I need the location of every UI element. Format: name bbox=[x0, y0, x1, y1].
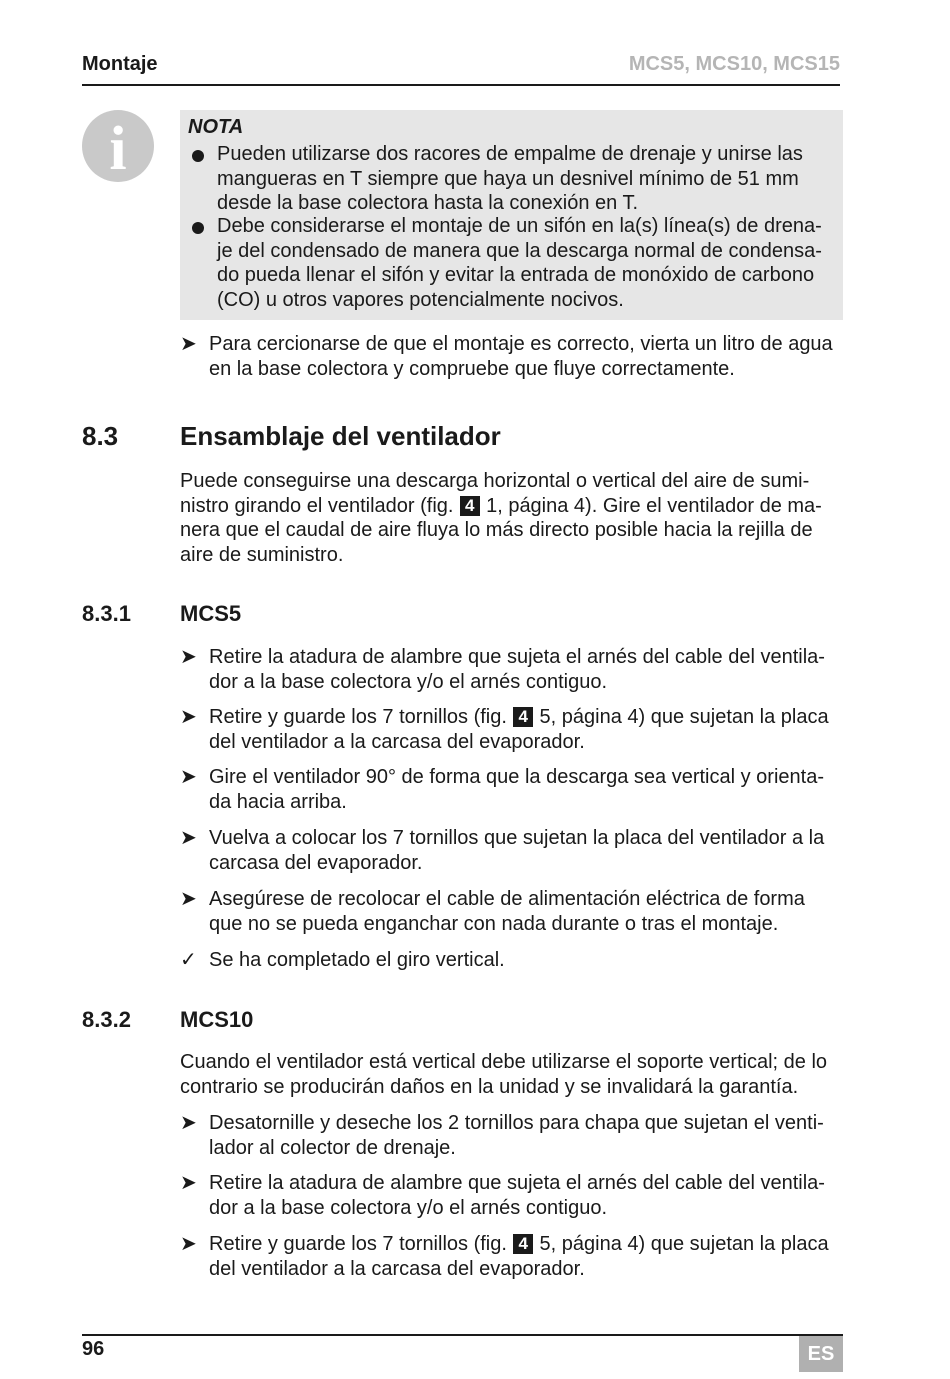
header-divider bbox=[82, 84, 840, 86]
step-line bbox=[209, 1232, 843, 1257]
info-icon: i bbox=[82, 110, 154, 182]
paragraph-text: 1, página 4). Gire el ventilador de ma- bbox=[486, 494, 822, 517]
step-line: en la base colectora y compruebe que fluye correctamente. bbox=[209, 357, 735, 380]
step-text: 5, página 4) que sujetan la placa bbox=[539, 1233, 829, 1255]
arrow-icon: ➤ bbox=[180, 766, 197, 788]
paragraph-line: Puede conseguirse una descarga horizontal o vertical del aire de sumi- bbox=[180, 470, 810, 492]
section-title: Ensamblaje del ventilador bbox=[180, 421, 501, 451]
section-number: 8.3 bbox=[82, 421, 119, 451]
arrow-icon: ➤ bbox=[180, 333, 197, 355]
subsection-title: MCS5 bbox=[180, 601, 242, 626]
section-paragraph bbox=[180, 469, 843, 567]
bullet-icon bbox=[192, 222, 204, 234]
step-line: Gire el ventilador 90° de forma que la descarga sea vertical y orienta- bbox=[209, 766, 824, 788]
arrow-icon: ➤ bbox=[180, 1233, 197, 1255]
arrow-icon: ➤ bbox=[180, 888, 197, 910]
note-line: mangueras en T siempre que haya un desnivel mínimo de 51 mm bbox=[217, 167, 799, 190]
step-line: da hacia arriba. bbox=[209, 790, 347, 813]
note-line: Pueden utilizarse dos racores de empalme de drenaje y unirse las bbox=[217, 143, 803, 165]
note-line: Debe considerarse el montaje de un sifón en la(s) línea(s) de drena- bbox=[217, 215, 822, 237]
step-line: que no se pueda enganchar con nada durante o tras el montaje. bbox=[209, 912, 779, 935]
step-text: Retire y guarde los 7 tornillos (fig. bbox=[209, 706, 507, 728]
step-text: 5, página 4) que sujetan la placa bbox=[539, 706, 829, 728]
step-line: dor a la base colectora y/o el arnés contiguo. bbox=[209, 670, 608, 693]
arrow-icon: ➤ bbox=[180, 1172, 197, 1194]
subsection-title: MCS10 bbox=[180, 1007, 254, 1032]
running-header-models: MCS5, MCS10, MCS15 bbox=[628, 53, 840, 75]
paragraph-line: contrario se producirán daños en la unidad y se invalidará la garantía. bbox=[180, 1075, 799, 1098]
language-tab: ES bbox=[799, 1336, 843, 1372]
step-line: Retire la atadura de alambre que sujeta el arnés del cable del ventila- bbox=[209, 1172, 825, 1194]
note-line: (CO) u otros vapores potencialmente nocivos. bbox=[217, 288, 624, 311]
step-line: dor a la base colectora y/o el arnés contiguo. bbox=[209, 1196, 608, 1219]
note-box bbox=[180, 110, 843, 320]
note-line: do pueda llenar el sifón y evitar la entrada de monóxido de carbono bbox=[217, 264, 815, 286]
paragraph-line: nera que el caudal de aire fluya lo más directo posible hacia la rejilla de bbox=[180, 519, 813, 541]
step-line: Se ha completado el giro vertical. bbox=[209, 949, 505, 971]
check-icon: ✓ bbox=[180, 949, 197, 971]
paragraph-line bbox=[180, 494, 843, 519]
figure-reference-badge: 4 bbox=[460, 496, 479, 516]
paragraph-line: aire de suministro. bbox=[180, 543, 344, 566]
subsection-number: 8.3.1 bbox=[82, 601, 131, 626]
step-text: Retire y guarde los 7 tornillos (fig. bbox=[209, 1233, 507, 1255]
figure-reference-badge: 4 bbox=[513, 1234, 532, 1254]
arrow-icon: ➤ bbox=[180, 706, 197, 728]
arrow-icon: ➤ bbox=[180, 1112, 197, 1134]
footer-divider bbox=[82, 1334, 843, 1336]
note-line: je del condensado de manera que la descarga normal de condensa- bbox=[217, 239, 822, 262]
paragraph-line: Cuando el ventilador está vertical debe utilizarse el soporte vertical; de lo bbox=[180, 1051, 828, 1073]
arrow-icon: ➤ bbox=[180, 646, 197, 668]
page-number: 96 bbox=[82, 1338, 105, 1360]
subsection-number: 8.3.2 bbox=[82, 1007, 131, 1032]
step-line: Asegúrese de recolocar el cable de alimentación eléctrica de forma bbox=[209, 888, 805, 910]
arrow-icon: ➤ bbox=[180, 827, 197, 849]
bullet-icon bbox=[192, 150, 204, 162]
paragraph-text: nistro girando el ventilador (fig. bbox=[180, 494, 454, 517]
note-title: NOTA bbox=[188, 116, 244, 138]
step-line: Vuelva a colocar los 7 tornillos que sujetan la placa del ventilador a la bbox=[209, 827, 825, 849]
step-line: Retire la atadura de alambre que sujeta el arnés del cable del ventila- bbox=[209, 646, 825, 668]
running-header-section: Montaje bbox=[82, 53, 158, 75]
step-line: carcasa del evaporador. bbox=[209, 851, 423, 874]
step-line: del ventilador a la carcasa del evaporador. bbox=[209, 730, 585, 753]
step-line bbox=[209, 705, 843, 730]
step-line: Desatornille y deseche los 2 tornillos para chapa que sujetan el venti- bbox=[209, 1112, 824, 1134]
section-paragraph bbox=[180, 1050, 843, 1099]
note-line: desde la base colectora hasta la conexión en T. bbox=[217, 192, 639, 214]
step-line: Para cercionarse de que el montaje es correcto, vierta un litro de agua bbox=[209, 333, 833, 355]
figure-reference-badge: 4 bbox=[513, 707, 532, 727]
step-line: lador al colector de drenaje. bbox=[209, 1136, 456, 1159]
step-line: del ventilador a la carcasa del evaporador. bbox=[209, 1257, 585, 1280]
